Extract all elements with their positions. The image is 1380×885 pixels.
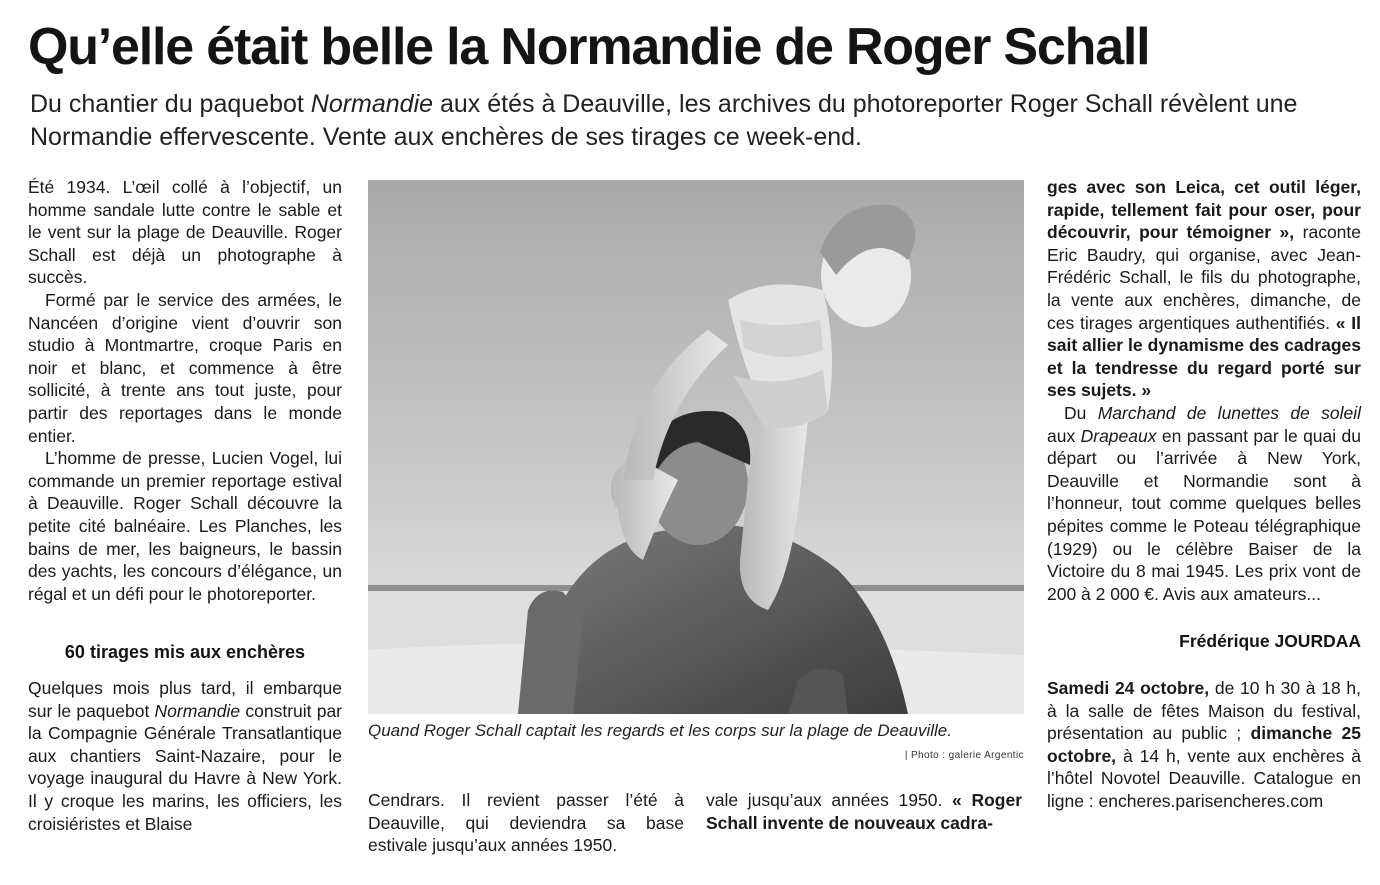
- paragraph-2: Formé par le service des armées, le Nancéen d’origine vient d’ouvrir son studio à Montmartre, croque Paris en noir et blanc, et commence à être sollicité, à trente ans tout juste, pour partir des reportages dans le monde entier.: [28, 289, 342, 446]
- quote-2: « Il sait allier le dynamisme des cadrages et la tendresse du regard porté sur ses sujets. »: [1047, 312, 1361, 401]
- headline: Qu’elle était belle la Normandie de Roger Schall: [28, 18, 1150, 76]
- paragraph-4-text: Quelques mois plus tard, il embarque sur le paquebot: [28, 678, 342, 721]
- ship-name: Normandie: [154, 700, 241, 721]
- author-signature: Frédérique JOURDAA: [1179, 631, 1361, 651]
- standfirst-emphasis: Normandie: [310, 90, 434, 118]
- quote-start: « Roger Schall invente de nouveaux cadra-: [706, 790, 1022, 833]
- intertitle: 60 tirages mis aux enchères: [64, 642, 306, 662]
- beach-couple-photo: [368, 180, 1024, 714]
- photo: [368, 180, 1024, 714]
- date-saturday: Samedi 24 octobre,: [1047, 678, 1210, 698]
- photo-credit: | Photo : galerie Argentic: [904, 750, 1024, 761]
- photo-caption: Quand Roger Schall captait les regards et les corps sur la plage de Deauville.: [368, 721, 952, 740]
- article-column-3: [1047, 176, 1361, 605]
- standfirst-text-end: aux étés à Deauville, les archives du photoreporter Roger Schall révèlent une Normandie effervescente. Vente aux enchères de ses tirages ce week-end.: [30, 90, 1298, 151]
- paragraph-6-text: vale jusqu’aux années 1950.: [706, 790, 953, 810]
- paragraph-4-text-end: construit par la Compagnie Générale Transatlantique aux chantiers Saint-Nazaire, pour le voyage inaugural du Havre à New York. Il y croque les marins, les officiers, les croisiéristes et Blaise: [28, 700, 342, 834]
- p8-c: en passant par le quai du départ ou l’arrivée à New York, Deauville et Normandie sont à l’honneur, tout comme quelques belles pépites comme le Poteau télégraphique (1929) ou le célèbre Baiser de la Victoire du 8 mai 1945. Les prix vont de 200 à 2 000 €. Avis aux amateurs...: [1047, 425, 1362, 604]
- quote-end: ges avec son Leica, cet outil léger, rapide, tellement fait pour oser, pour découvrir, pour témoigner »,: [1047, 177, 1361, 243]
- paragraph-4: [28, 677, 342, 835]
- paragraph-7-text: raconte Eric Baudry, qui organise, avec Jean-Frédéric Schall, le fils du photographe, la vente aux enchères, dimanche, de ces tirages argentiques authentifiés.: [1047, 222, 1362, 333]
- article-column-2b: [706, 789, 1022, 834]
- photo-title-1: Marchand de lunettes de soleil: [1097, 402, 1362, 423]
- info-text-2: à 14 h, vente aux enchères à l’hôtel Novotel Deauville. Catalogue en ligne : encheres.parisencheres.com: [1047, 745, 1361, 811]
- date-sunday: dimanche 25 octobre,: [1047, 723, 1361, 766]
- paragraph-6: [706, 789, 1022, 834]
- p8-b: aux: [1047, 425, 1081, 446]
- photo-title-2: Drapeaux: [1080, 425, 1157, 446]
- paragraph-1: Été 1934. L’œil collé à l’objectif, un homme sandale lutte contre le sable et le vent sur la plage de Deauville. Roger Schall est déjà un photographe à succès.: [28, 177, 342, 288]
- p8-a: Du: [1064, 402, 1098, 423]
- info-paragraph: [1047, 677, 1361, 813]
- article-column-1-continued: [28, 677, 342, 835]
- paragraph-5: Cendrars. Il revient passer l’été à Deauville, qui deviendra sa base estivale jusqu’aux années 1950.: [368, 790, 684, 856]
- standfirst: [30, 88, 1360, 154]
- paragraph-3: L’homme de presse, Lucien Vogel, lui commande un premier reportage estival à Deauville. Roger Schall découvre la petite cité balnéaire. Les Planches, les bains de mer, les baigneurs, le bassin des yachts, les concours d’élégance, un régal et un défi pour le photoreporter.: [28, 448, 342, 604]
- paragraph-8: [1047, 402, 1361, 605]
- article-column-2: [368, 789, 684, 857]
- article-column-1: [28, 176, 342, 605]
- paragraph-7: [1047, 176, 1361, 402]
- practical-info: [1047, 677, 1361, 813]
- info-text-1: de 10 h 30 à 18 h, à la salle de fêtes Maison du festival, présentation au public ;: [1047, 678, 1361, 744]
- standfirst-text: Du chantier du paquebot: [30, 90, 311, 118]
